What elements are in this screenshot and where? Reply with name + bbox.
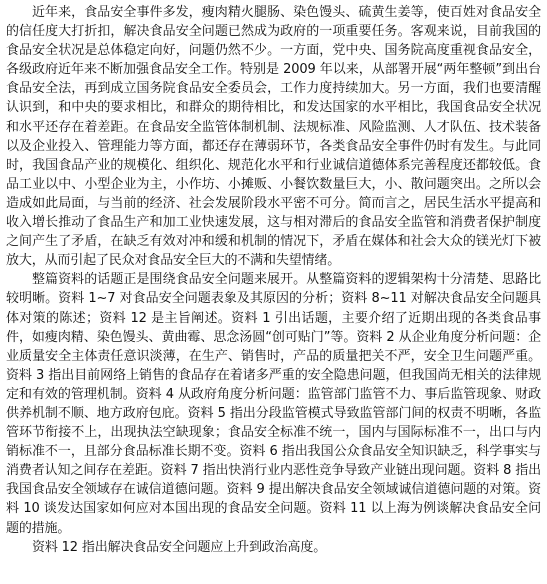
paragraph-material-structure: 整篇资料的话题正是围绕食品安全问题来展开。从整篇资料的逻辑架构十分清楚、思路比较明晰。资料 1~7 对食品安全问题表象及其原因的分析；资料 8~11 对解决食品安全问题具体对策的陈述；资料 12 是主旨阐述。资料 1 引出话题，主要介绍了近期出现的各类食品事件，如瘦肉精、染色馒头、黄曲霉、思念汤圆“创可贴门”等。资料 2 从企业角度分析问题：企业质量安全主体责任意识淡薄，在生产、销售时，产品的质量把关不严，安全卫生问题严重。资料 3 指出目前网络上销售的食品存在着诸多严重的安全隐患问题，但我国尚无相关的法律规定和有效的管理机制。资料 4 从政府角度分析问题：监管部门监管不力、事后监管现象、财政供养机制不顺、地方政府包庇。资料 5 指出分段监管模式导致监管部门间的权责不明晰，各监管环节衔接不上，出现执法空缺现象；食品安全标准不统一，国内与国际标准不一，出口与内销标准不一，且部分食品标准长期不变。资料 6 指出我国公众食品安全知识缺乏，科学事实与消费者认知之间存在差距。资料 7 指出快消行业内恶性竞争导致产业链出现问题。资料 8 指出我国食品安全领域存在诚信道德问题。资料 9 提出解决食品安全领域诚信道德问题的对策。资料 10 谈发达国家如何应对本国出现的食品安全问题。资料 11 以上海为例谈解决食品安全问题的措施。 (6, 272, 541, 536)
paragraph-background: 近年来，食品安全事件多发，瘦肉精火腿肠、染色馒头、硫黄生姜等，使百姓对食品安全的信任度大打折扣，解决食品安全问题已然成为政府的一项重要任务。客观来说，目前我国的食品安全状况是总体稳定向好，问题仍然不少。一方面，党中央、国务院高度重视食品安全，各级政府近年来不断加强食品安全工作。特别是 2009 年以来，从部署开展“两年整顿”到出台食品安全法，再到成立国务院食品安全委员会，工作力度持续加大。另一方面，我们也要清醒认识到，和中央的要求相比，和群众的期待相比，和发达国家的水平相比，我国食品安全状况和水平还存在着差距。在食品安全监管体制机制、法规标准、风险监测、人才队伍、技术装备以及企业投入、管理能力等方面，都还存在薄弱环节，各类食品安全事件仍时有发生。与此同时，我国食品产业的规模化、组织化、规范化水平和行业诚信道德体系完善程度还都较低。食品工业以中、小型企业为主，小作坊、小摊贩、小餐饮数量巨大，小、散问题突出。之所以会造成如此局面，与当前的经济、社会发展阶段水平密不可分。简而言之，居民生活水平提高和收入增长推动了食品生产和加工业快速发展，这与相对滞后的食品安全监管和消费者保护制度之间产生了矛盾，在缺乏有效对冲和缓和机制的情况下，矛盾在媒体和社会大众的镁光灯下被放大，从而引起了民众对食品安全巨大的不满和失望情绪。 (6, 5, 541, 269)
paragraph-material-12: 资料 12 指出解决食品安全问题应上升到政治高度。 (32, 539, 327, 555)
